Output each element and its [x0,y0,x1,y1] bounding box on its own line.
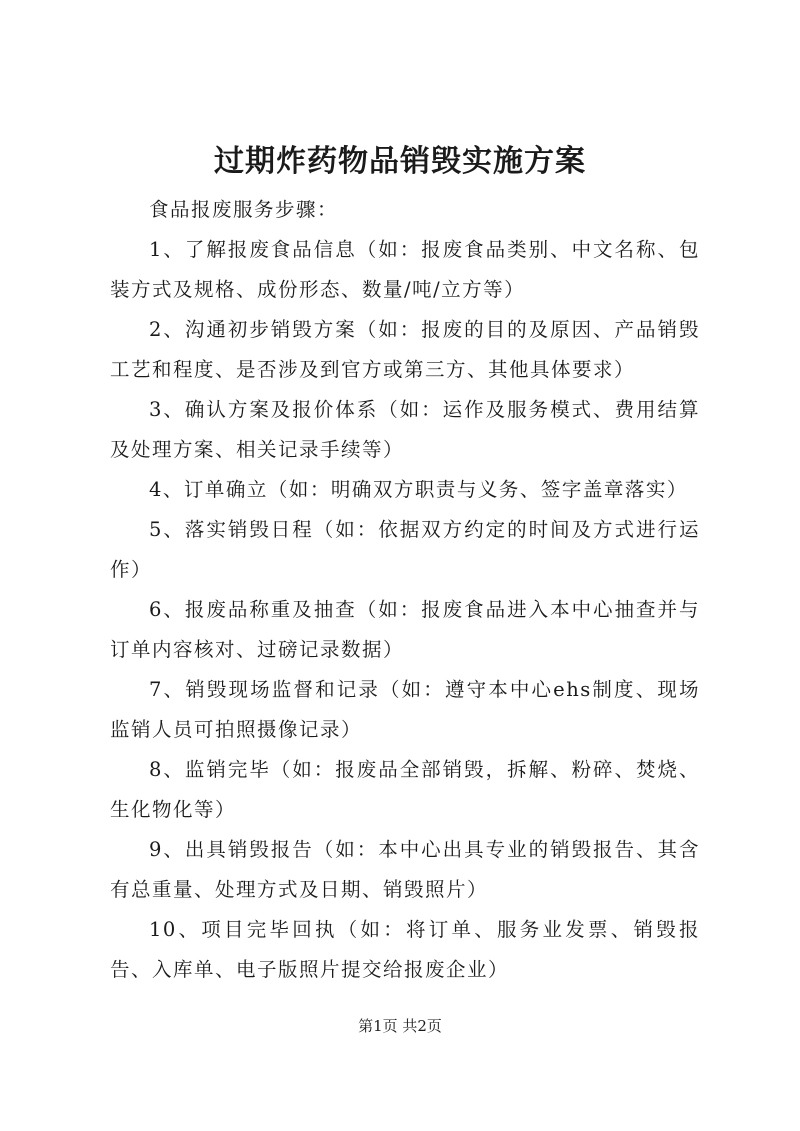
step-paragraph: 6、报废品称重及抽查（如：报废食品进入本中心抽查并与订单内容核对、过磅记录数据） [110,598,700,661]
intro-paragraph: 食品报废服务步骤： [149,198,339,221]
step-paragraph: 1、了解报废食品信息（如：报废食品类别、中文名称、包装方式及规格、成份形态、数量/吨/立方等） [110,238,700,301]
step-paragraph: 3、确认方案及报价体系（如：运作及服务模式、费用结算及处理方案、相关记录手续等） [110,398,700,461]
page-number-footer: 第1页 共2页 [358,1017,442,1035]
step-paragraph: 5、落实销毁日程（如：依据双方约定的时间及方式进行运作） [110,518,700,581]
document-title: 过期炸药物品销毁实施方案 [214,144,586,179]
step-paragraph: 10、项目完毕回执（如：将订单、服务业发票、销毁报告、入库单、电子版照片提交给报废企业） [110,918,700,981]
step-paragraph: 4、订单确立（如：明确双方职责与义务、签字盖章落实） [149,478,688,501]
step-paragraph: 2、沟通初步销毁方案（如：报废的目的及原因、产品销毁工艺和程度、是否涉及到官方或第三方、其他具体要求） [110,318,700,381]
step-paragraph: 8、监销完毕（如：报废品全部销毁，拆解、粉碎、焚烧、生化物化等） [110,758,700,821]
step-paragraph: 9、出具销毁报告（如：本中心出具专业的销毁报告、其含有总重量、处理方式及日期、销毁照片） [110,838,700,901]
document-body [110,190,700,990]
step-paragraph: 7、销毁现场监督和记录（如：遵守本中心ehs制度、现场监销人员可拍照摄像记录） [110,678,700,741]
